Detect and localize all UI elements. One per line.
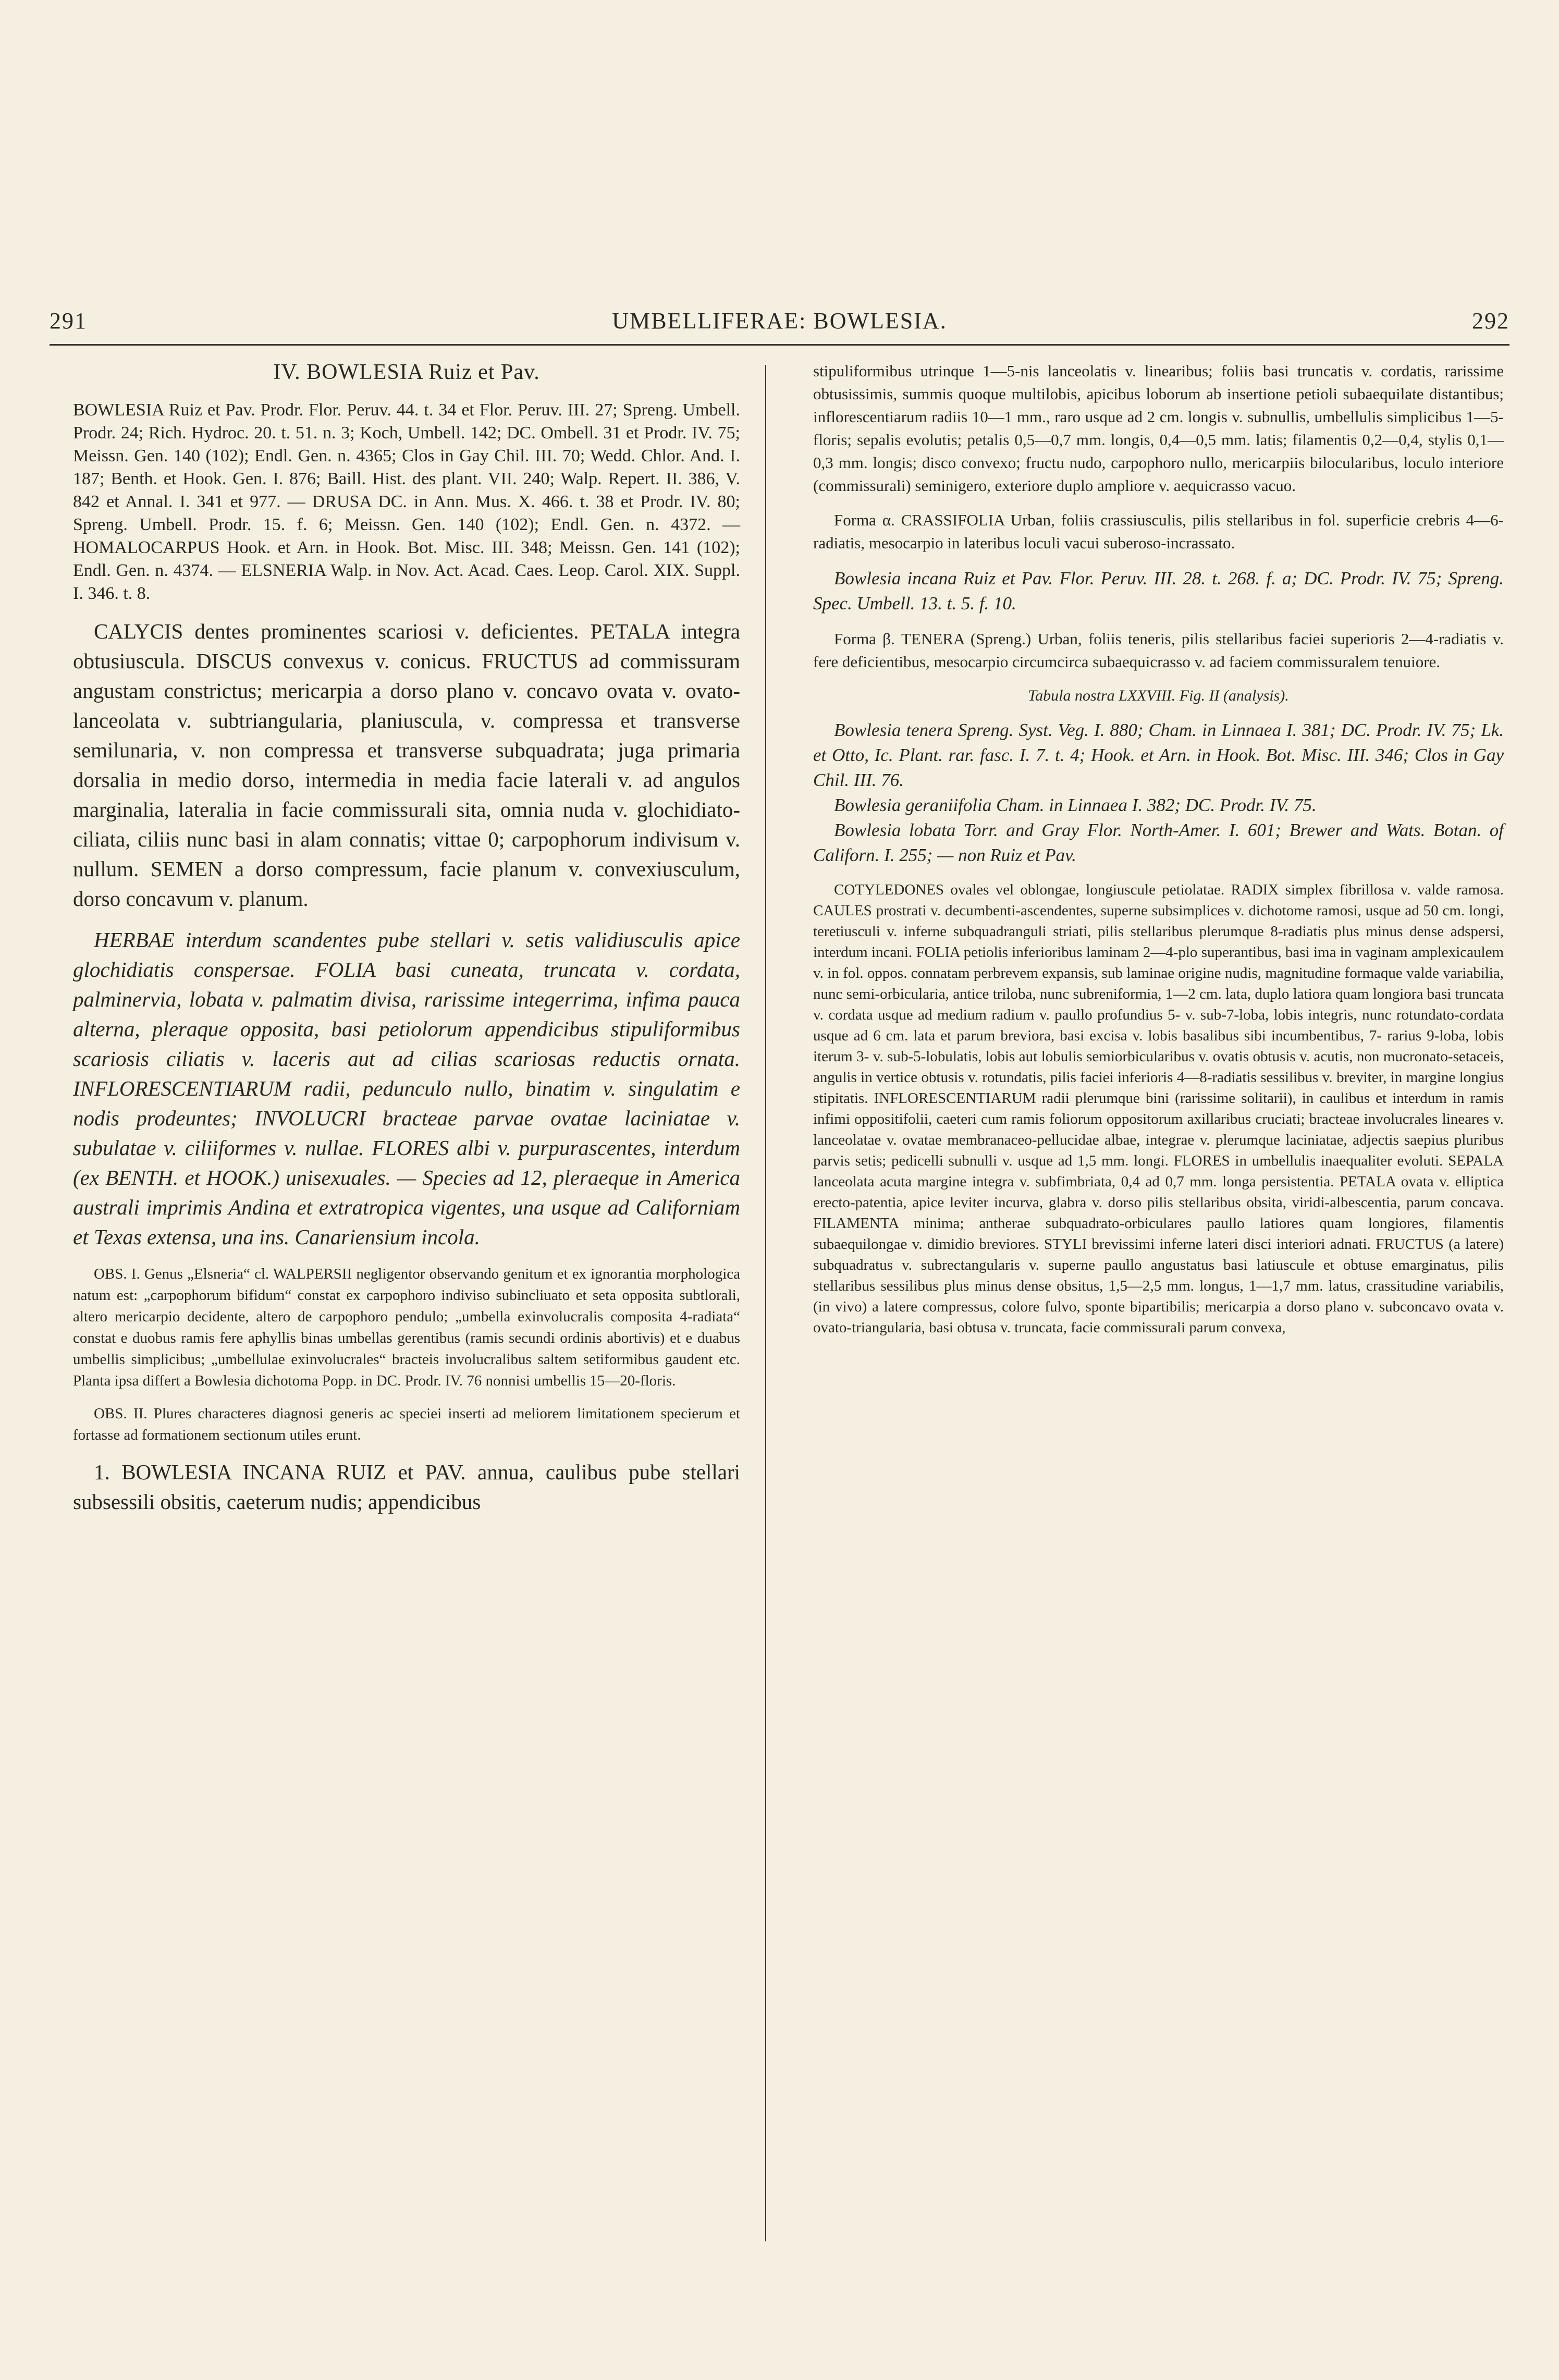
species-detailed-description: COTYLEDONES ovales vel oblongae, longiuscule petiolatae. RADIX simplex fibrillosa v. valde ramosa. CAULES prostrati v. decumbenti-ascendentes, superne subsimplices v. dichotome ramosi, usque ad 50 cm. longi, teretiusculi v. inferne subquadranguli striati, pilis stellaribus plerumque 8-radiatis plus minus dense adspersi, interdum incani. FOLIA petiolis inferioribus laminam 2—4-plo superantibus, basi ima in vaginam amplexicaulem v. in fol. oppos. connatam perbrevem expansis, sub laminae origine nudis, magnitudine formaque valde variabilia, nunc semi-orbicularia, antice triloba, nunc subreniformia, 1—2 cm. lata, duplo latiora quam longiora basi truncata v. cordata usque ad medium radium v. paullo profundius 5- v. sub-7-loba, lobis integris, nunc rotundato-cordata usque ad 6 cm. lata et parum breviora, basi excisa v. lobis basalibus sibi incumbentibus, 7- rarius 9-loba, lobis iterum 3- v. sub-5-lobulatis, lobis aut lobulis semiorbicularibus v. ovatis obtusis v. acutis, non mucronato-setaceis, angulis in vertice obtusis v. rotundatis, pilis faciei inferioris 4—8-radiatis sessilibus v. breviter, in margine longius stipitatis. INFLORESCENTIARUM radii plerumque bini (rarissime solitarii), in caulibus et interdum in ramis infimi oppositifolii, caeteri cum ramis foliorum oppositorum axillaribus cruciati; bracteae involucrales lineares v. lanceolatae v. ovatae membranaceo-pellucidae albae, integrae v. plerumque laciniatae, adjectis saepius pluribus parvis setis; pedicelli subnulli v. usque ad 1,5 mm. longi. FLORES in umbellulis inaequaliter evoluti. SEPALA lanceolata acuta margine integra v. subfimbriata, 0,4 ad 0,7 mm. longa persistentia. PETALA ovata v. elliptica erecto-patentia, apice leviter incurva, glabra v. dorso pilis stellaribus obsita, viridi-albescentia, parum concava. FILAMENTA minima; antherae subquadrato-orbiculares paullo latiores quam longiores, filamentis subaequilongae v. dimidio breviores. STYLI brevissimi inferne lateri disci interiori adnati. FRUCTUS (a latere) subquadratus v. subrectangularis v. superne paullo angustatus basi latiuscule et obtuse emarginatus, pilis stellaribus sessilibus plus minus dense obsitus, 1,5—2,5 mm. longus, 1—1,7 mm. latus, crassitudine variabilis, (in vivo) a latere compressus, colore fulvo, sponte bipartibilis; mericarpia a dorso plano v. subconcavo ovata v. ovato-triangularia, basi obtusa v. truncata, facie commissurali parum convexa, (813, 881, 1504, 1336)
species-continuation: stipuliformibus utrinque 1—5-nis lanceolatis v. linearibus; foliis basi truncatis v. cordatis, rarissime obtusissimis, summis quoque multilobis, apicibus loborum ab insertione petioli subaequilate distantibus; inflorescentiarum radiis 10—1 mm., raro usque ad 2 cm. longis v. subnullis, umbellulis simplicibus 1—5-floris; sepalis evolutis; petalis 0,5—0,7 mm. longis, 0,4—0,5 mm. latis; filamentis 0,2—0,4, stylis 0,1—0,3 mm. longis; disco convexo; fructu nudo, carpophoro nullo, mericarpiis bilocularibus, loculo interiore (commissurali) seminigero, exteriore duplo ampliore v. aequicrasso vacuo. (813, 362, 1504, 495)
synonym-lobata: Bowlesia lobata Torr. and Gray Flor. North-Amer. I. 601; Brewer and Wats. Botan. of Californ. I. 255; — non Ruiz et Pav. (813, 820, 1504, 865)
running-header (50, 308, 1509, 339)
page-number-right: 292 (1472, 308, 1509, 334)
header-rule (50, 344, 1509, 346)
column-divider (765, 365, 766, 2241)
genus-title: IV. BOWLESIA Ruiz et Pav. (273, 360, 540, 384)
forma-alpha-synonym: Bowlesia incana Ruiz et Pav. Flor. Peruv. III. 28. t. 268. f. a; DC. Prodr. IV. 75; Spreng. Spec. Umbell. 13. t. 5. f. 10. (813, 568, 1504, 614)
forma-beta: Forma β. TENERA (Spreng.) Urban, foliis teneris, pilis stellaribus faciei superioris 2—4-radiatis v. fere deficientibus, mesocarpio circumcirca subaequicrasso v. ad faciem commissuralem tenuiore. (813, 630, 1504, 671)
right-column (813, 360, 1504, 1338)
observation-1: OBS. I. Genus „Elsneria“ cl. WALPERSII negligentor observando genitum et ex ignorantia morphologica natum est: „carpophorum bifidum“ constat ex carpophoro indiviso subincliuato et seta opposita subtlorali, altero mericarpio decidente, altero de carpophoro pendulo; „umbella exinvolucralis composita 4-radiata“ constat e duobus ramis fere aphyllis binas umbellas gerentibus (ramis secundi ordinis abortivis) et e duabus umbellis simplicibus; „umbellulae exinvolucrales“ bracteis involucralibus saltem setiformibus gaudent etc. Planta ipsa differt a Bowlesia dichotoma Popp. in DC. Prodr. IV. 76 nonnisi umbellis 15—20-floris. (73, 1266, 740, 1389)
genus-habit: HERBAE interdum scandentes pube stellari v. setis validiusculis apice glochidiatis conspersae. FOLIA basi cuneata, truncata v. cordata, palminervia, lobata v. palmatim divisa, rarissime integerrima, infima pauca alterna, pleraque opposita, basi petiolorum appendicibus stipuliformibus scariosis ciliatis v. laceris aut ad cilias scariosas reductis ornata. INFLORESCENTIARUM radii, pedunculo nullo, binatim v. singulatim e nodis prodeuntes; INVOLUCRI bracteae parvae ovatae laciniatae v. subulatae v. ciliiformes v. nullae. FLORES albi v. purpurascentes, interdum (ex BENTH. et HOOK.) unisexuales. — Species ad 12, pleraeque in America australi imprimis Andina et extratropica vigentes, una usque ad Californiam et Texas extensa, una ins. Canariensium incola. (73, 928, 740, 1249)
synonym-geraniifolia: Bowlesia geraniifolia Cham. in Linnaea I. 382; DC. Prodr. IV. 75. (834, 795, 1317, 815)
genus-description: CALYCIS dentes prominentes scariosi v. deficientes. PETALA integra obtusiuscula. DISCUS convexus v. conicus. FRUCTUS ad commissuram angustam constrictus; mericarpia a dorso plano v. concavo ovata v. ovato-lanceolata v. subtriangularia, planiuscula, v. compressa et transverse semilunaria, v. non compressa et transverse subquadrata; juga primaria dorsalia in medio dorso, intermedia in media facie laterali v. ad angulos marginalia, lateralia in facie commissurali sita, omnia nuda v. glochidiato-ciliata, ciliis nunc basi in alam connatis; vittae 0; carpophorum indivisum v. nullum. SEMEN a dorso compressum, facie planum v. convexiusculum, dorso concavum v. planum. (73, 619, 740, 911)
plate-reference: Tabula nostra LXXVIII. Fig. II (analysis). (1028, 687, 1289, 704)
observation-2: OBS. II. Plures characteres diagnosi generis ac speciei inserti ad meliorem limitationem specierum et fortasse ad formationem sectionum utiles erunt. (73, 1405, 740, 1443)
species-heading: 1. BOWLESIA INCANA RUIZ et PAV. annua, caulibus pube stellari subsessili obsitis, caeterum nudis; appendicibus (73, 1460, 740, 1514)
forma-alpha: Forma α. CRASSIFOLIA Urban, foliis crassiusculis, pilis stellaribus in fol. superficie crebris 4—6-radiatis, mesocarpio in lateribus loculi vacui suberoso-incrassato. (813, 511, 1504, 552)
running-title: UMBELLIFERAE: BOWLESIA. (612, 308, 947, 334)
page-number-left: 291 (50, 308, 87, 334)
synonym-tenera: Bowlesia tenera Spreng. Syst. Veg. I. 880; Cham. in Linnaea I. 381; DC. Prodr. IV. 75; Lk. et Otto, Ic. Plant. rar. fasc. I. 7. t. 4; Hook. et Arn. in Hook. Bot. Misc. III. 346; Clos in Gay Chil. III. 76. (813, 720, 1504, 790)
genus-bibliography: BOWLESIA Ruiz et Pav. Prodr. Flor. Peruv. 44. t. 34 et Flor. Peruv. III. 27; Spreng. Umbell. Prodr. 24; Rich. Hydroc. 20. t. 51. n. 3; Koch, Umbell. 142; DC. Ombell. 31 et Prodr. IV. 75; Meissn. Gen. 140 (102); Endl. Gen. n. 4365; Clos in Gay Chil. III. 70; Wedd. Chlor. And. I. 187; Benth. et Hook. Gen. I. 876; Baill. Hist. des plant. VII. 240; Walp. Repert. II. 386, V. 842 et Annal. I. 341 et 977. — DRUSA DC. in Ann. Mus. X. 466. t. 38 et Prodr. IV. 80; Spreng. Umbell. Prodr. 15. f. 6; Meissn. Gen. 140 (102); Endl. Gen. n. 4372. — HOMALOCARPUS Hook. et Arn. in Hook. Bot. Misc. III. 348; Meissn. Gen. 141 (102); Endl. Gen. n. 4374. — ELSNERIA Walp. in Nov. Act. Acad. Caes. Leop. Carol. XIX. Suppl. I. 346. t. 8. (73, 400, 740, 603)
left-column (73, 360, 740, 1517)
